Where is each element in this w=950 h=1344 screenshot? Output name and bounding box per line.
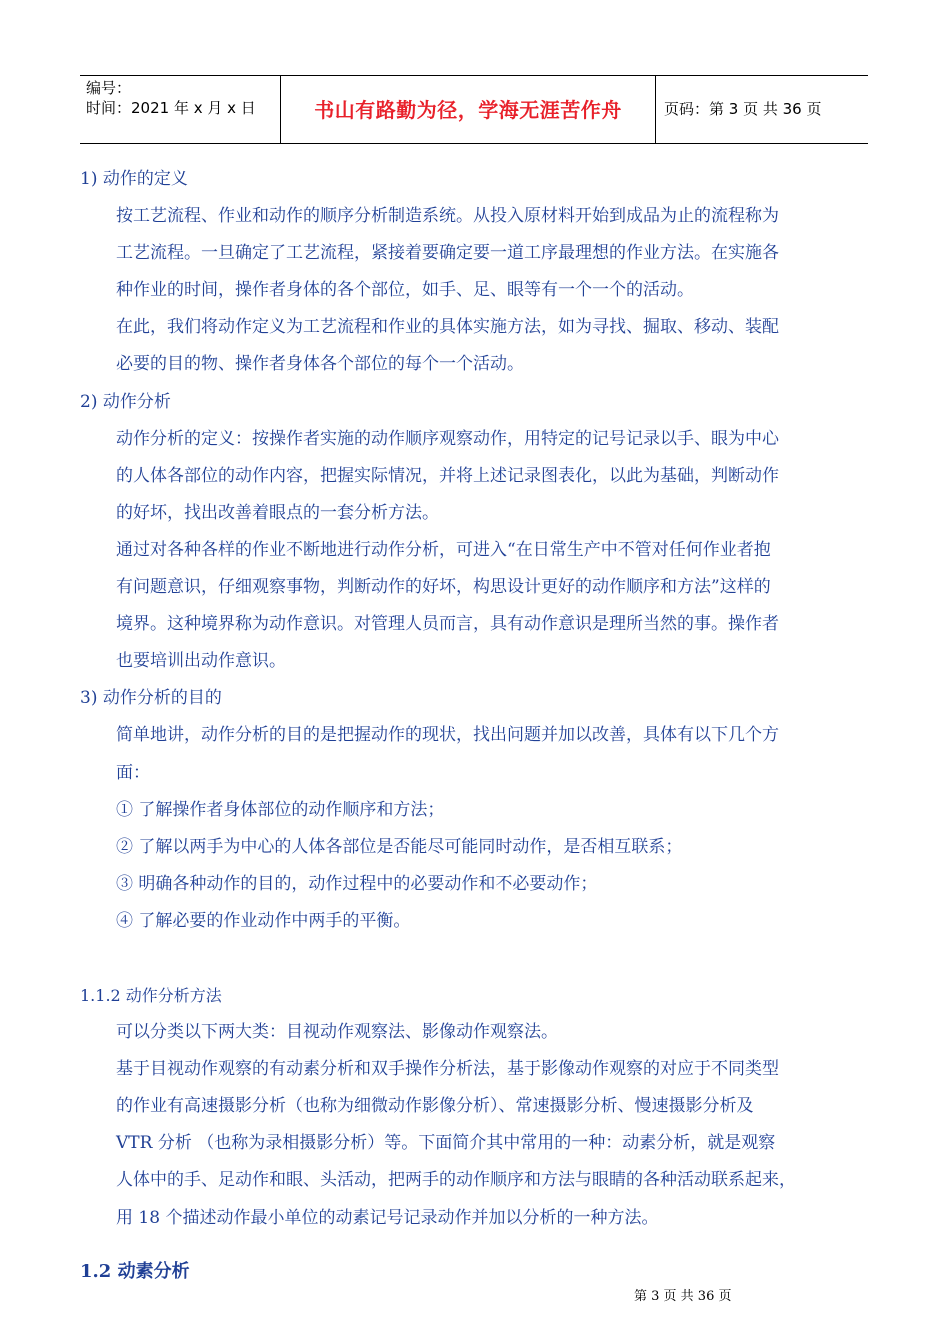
header-page-number: 页码：第 3 页 共 36 页 bbox=[664, 100, 822, 118]
section-heading-1-2: 1.2 动素分析 bbox=[80, 1261, 190, 1282]
paragraph-line: 用 18 个描述动作最小单位的动素记号记录动作并加以分析的一种方法。 bbox=[116, 1207, 659, 1228]
document-body bbox=[80, 161, 870, 1237]
paragraph-line: 的人体各部位的动作内容，把握实际情况，并将上述记录图表化，以此为基础，判断动作 bbox=[116, 465, 779, 486]
paragraph-line: 也要培训出动作意识。 bbox=[116, 651, 286, 672]
list-item: ② 了解以两手为中心的人体各部位是否能尽可能同时动作，是否相互联系； bbox=[116, 836, 683, 857]
paragraph-line: 简单地讲，动作分析的目的是把握动作的现状，找出问题并加以改善，具体有以下几个方 bbox=[116, 725, 779, 746]
paragraph-line: VTR 分析 （也称为录相摄影分析）等。下面简介其中常用的一种：动素分析，就是观察 bbox=[116, 1133, 776, 1154]
header-bottom-rule bbox=[80, 143, 868, 144]
paragraph-line: 通过对各种各样的作业不断地进行动作分析，可进入“在日常生产中不管对任何作业者抱 bbox=[116, 539, 771, 560]
document-time-label: 时间：2021 年 x 月 x 日 bbox=[86, 99, 256, 117]
page-footer: 第 3 页 共 36 页 bbox=[634, 1289, 732, 1304]
paragraph-line: 基于目视动作观察的有动素分析和双手操作分析法，基于影像动作观察的对应于不同类型 bbox=[116, 1059, 779, 1080]
paragraph-line: 动作分析的定义：按操作者实施的动作顺序观察动作，用特定的记号记录以手、眼为中心 bbox=[116, 428, 779, 449]
paragraph-line: 有问题意识，仔细观察事物，判断动作的好坏，构思设计更好的动作顺序和方法”这样的 bbox=[116, 577, 771, 598]
header-top-rule bbox=[80, 75, 868, 76]
list-item: ① 了解操作者身体部位的动作顺序和方法； bbox=[116, 799, 445, 820]
paragraph-line: 面： bbox=[116, 762, 150, 783]
paragraph-line: 的作业有高速摄影分析（也称为细微动作影像分析）、常速摄影分析、慢速摄影分析及 bbox=[116, 1096, 754, 1117]
header-motto: 书山有路勤为径，学海无涯苦作舟 bbox=[314, 98, 622, 122]
paragraph-line: 必要的目的物、操作者身体各个部位的每个一个活动。 bbox=[116, 354, 524, 375]
paragraph-line: 人体中的手、足动作和眼、头活动，把两手的动作顺序和方法与眼睛的各种活动联系起来， bbox=[116, 1170, 796, 1191]
list-item: ③ 明确各种动作的目的，动作过程中的必要动作和不必要动作； bbox=[116, 873, 598, 894]
paragraph-line: 工艺流程。一旦确定了工艺流程，紧接着要确定要一道工序最理想的作业方法。在实施各 bbox=[116, 243, 779, 264]
paragraph-line: 按工艺流程、作业和动作的顺序分析制造系统。从投入原材料开始到成品为止的流程称为 bbox=[116, 206, 779, 227]
paragraph-line: 的好坏，找出改善着眼点的一套分析方法。 bbox=[116, 502, 439, 523]
section-heading-1: 1) 动作的定义 bbox=[80, 169, 188, 189]
paragraph-line: 可以分类以下两大类：目视动作观察法、影像动作观察法。 bbox=[116, 1022, 558, 1043]
paragraph-line: 境界。这种境界称为动作意识。对管理人员而言，具有动作意识是理所当然的事。操作者 bbox=[116, 614, 779, 635]
paragraph-line: 种作业的时间，操作者身体的各个部位，如手、足、眼等有一个一个的活动。 bbox=[116, 280, 694, 301]
list-item: ④ 了解必要的作业动作中两手的平衡。 bbox=[116, 910, 411, 931]
header-divider-1 bbox=[280, 75, 281, 143]
paragraph-line: 在此，我们将动作定义为工艺流程和作业的具体实施方法，如为寻找、掘取、移动、装配 bbox=[116, 317, 779, 338]
subsection-heading: 1.1.2 动作分析方法 bbox=[80, 985, 222, 1005]
blank-line bbox=[80, 940, 870, 977]
section-heading-3: 3) 动作分析的目的 bbox=[80, 688, 222, 709]
document-number-label: 编号： bbox=[86, 79, 132, 97]
section-heading-2: 2) 动作分析 bbox=[80, 391, 171, 412]
header-divider-2 bbox=[655, 75, 656, 143]
header-info bbox=[86, 78, 256, 118]
